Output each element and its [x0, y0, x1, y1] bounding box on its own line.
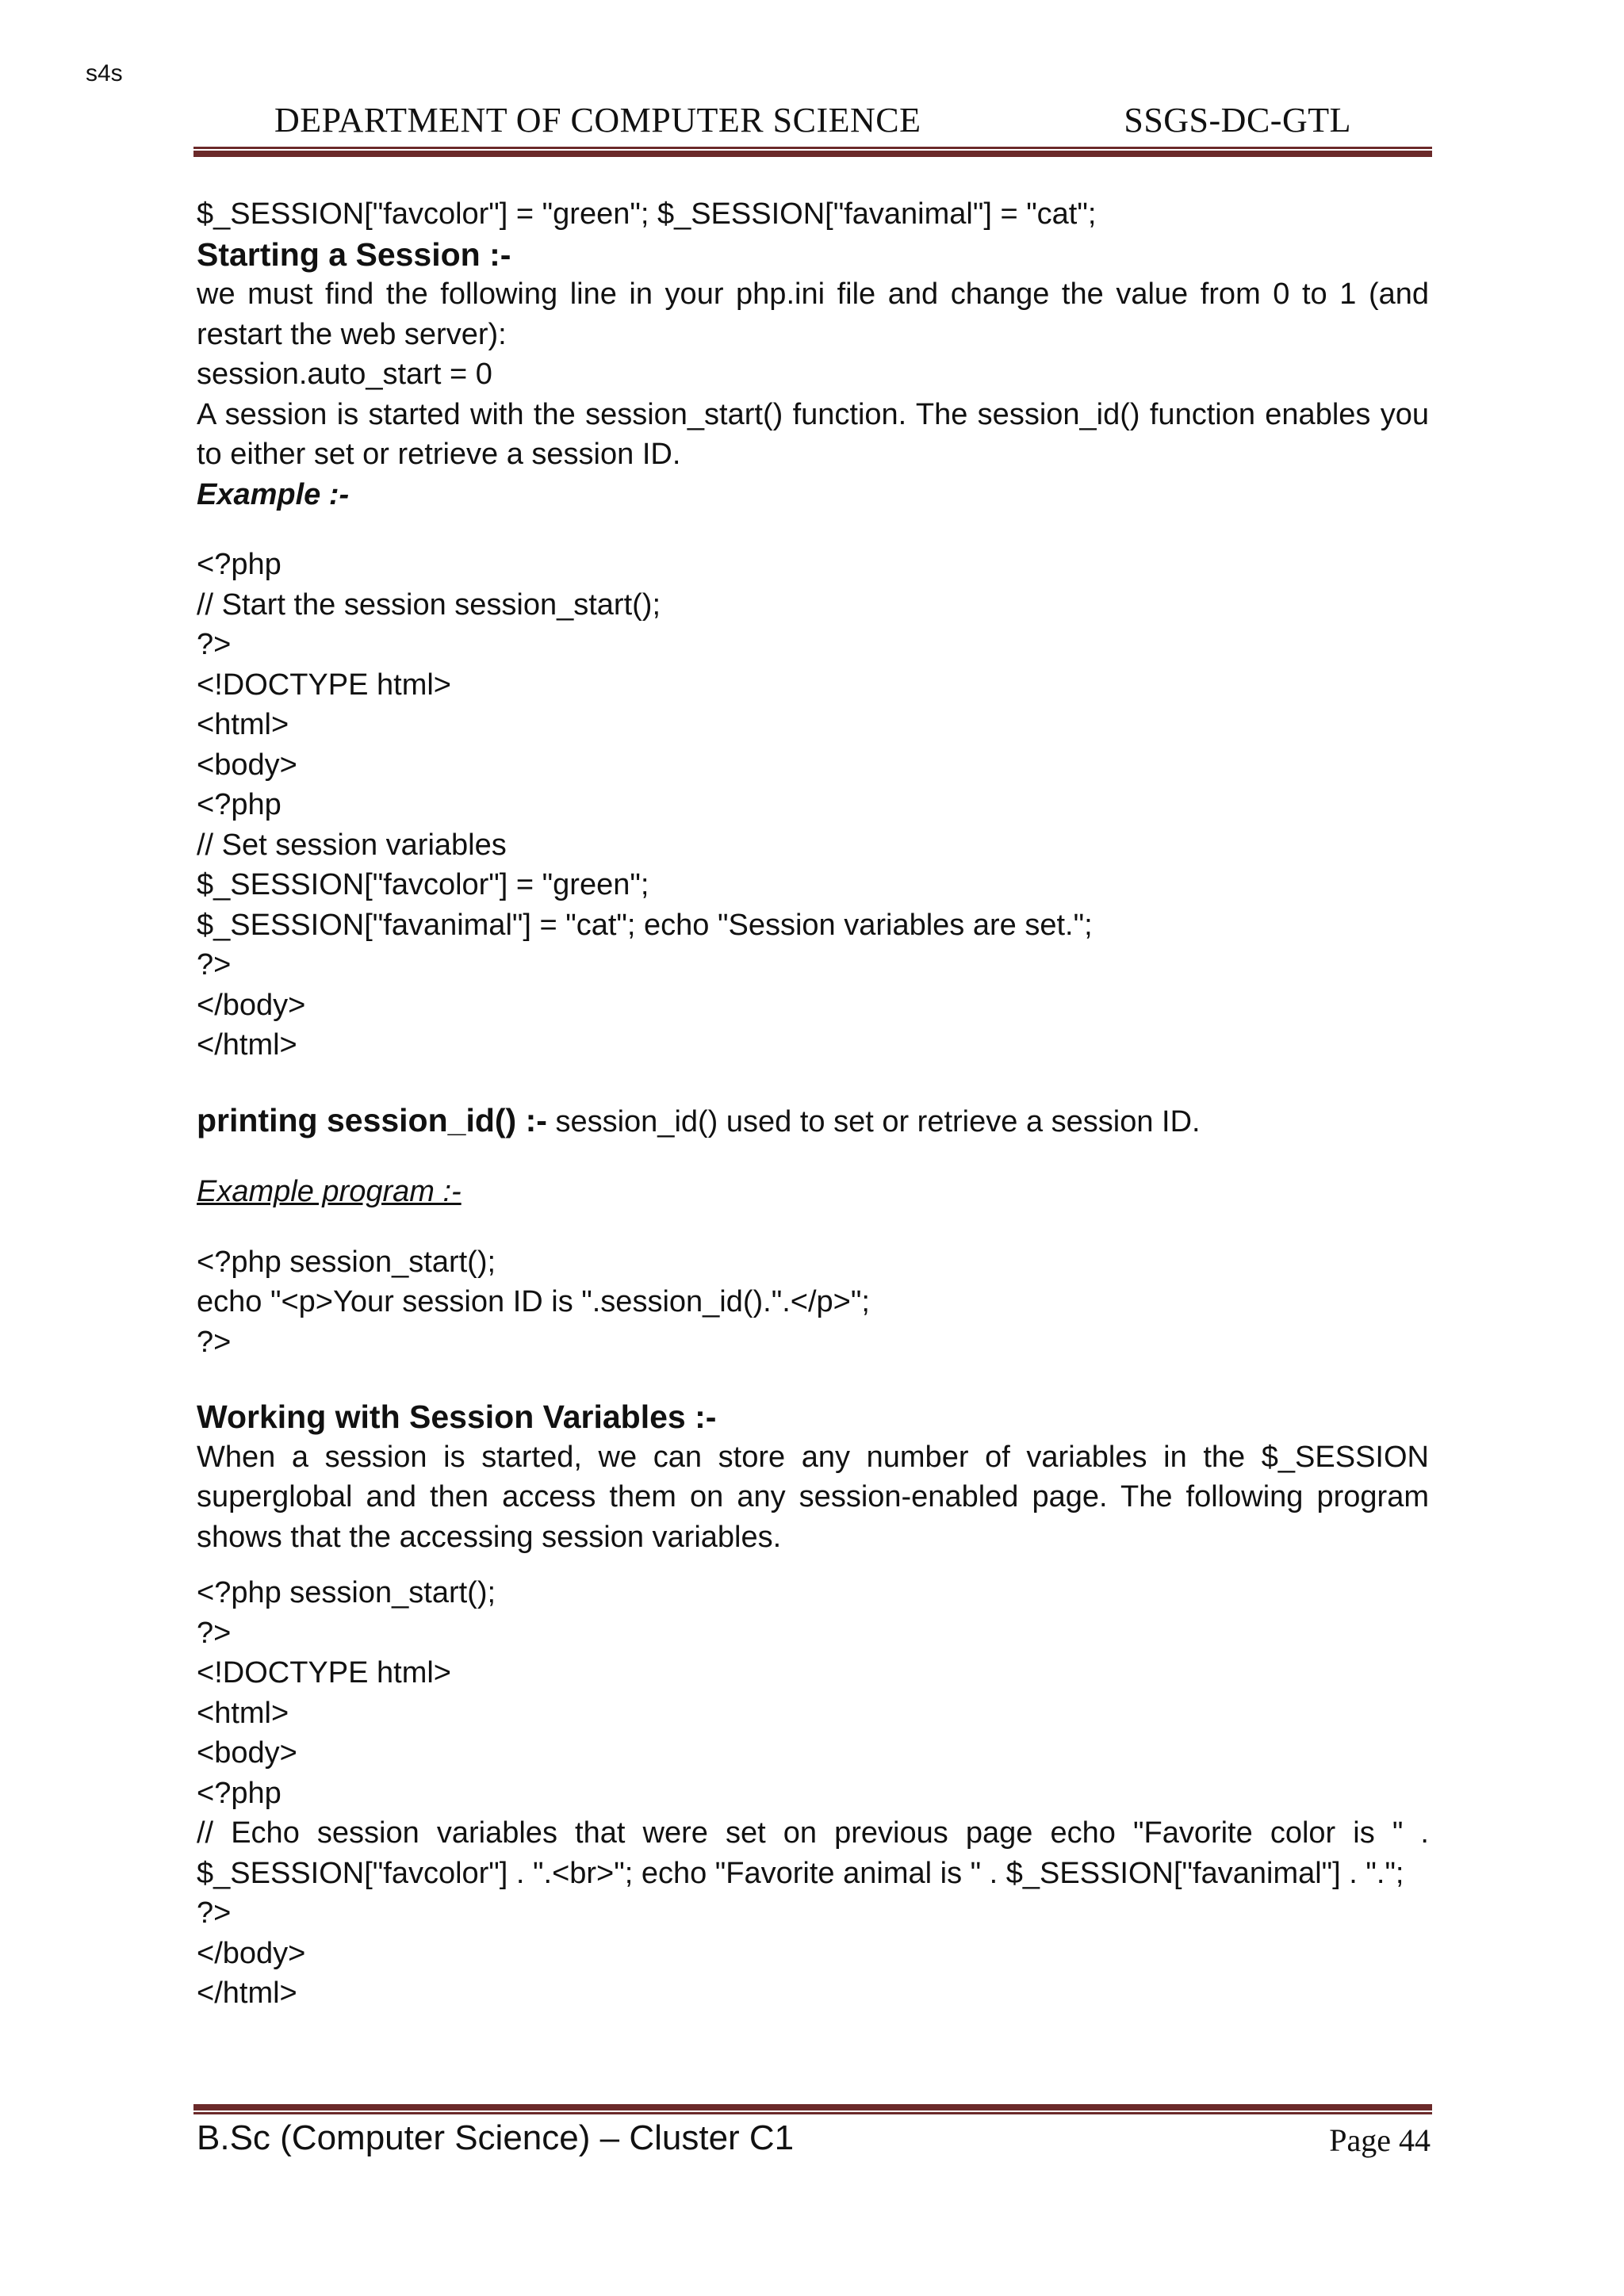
spacer	[197, 1142, 1429, 1172]
code-line: $_SESSION["favanimal"] = "cat"; echo "Session variables are set.";	[197, 908, 1093, 942]
corner-mark: s4s	[86, 60, 123, 86]
code-line: <html>	[197, 1696, 289, 1730]
example-label: Example :-	[197, 477, 350, 511]
code-block-session-id	[197, 1242, 1429, 1363]
code-line: </html>	[197, 1976, 297, 2010]
heading-starting-session: Starting a Session :-	[197, 235, 511, 273]
paragraph-session-variables: When a session is started, we can store any number of variables in the $_SESSION superglobal and then access them on any session-enabled page. The following program shows that the accessing session variables.	[197, 1440, 1429, 1554]
course-name: B.Sc (Computer Science) – Cluster C1	[197, 2118, 795, 2157]
code-line: ?>	[197, 1896, 232, 1930]
spacer	[197, 1212, 1429, 1242]
code-line: <body>	[197, 748, 297, 782]
code-line: ?>	[197, 1616, 232, 1650]
code-block-start-session	[197, 545, 1429, 1066]
printing-session-id-line	[197, 1100, 1429, 1142]
code-line: // Start the session session_start();	[197, 587, 661, 622]
code-line: $_SESSION["favcolor"] = "green";	[197, 868, 649, 901]
code-line: ?>	[197, 628, 232, 661]
code-line: ?>	[197, 1325, 232, 1359]
spacer	[197, 1362, 1429, 1397]
code-line: ?>	[197, 948, 232, 982]
printing-session-id-text: session_id() used to set or retrieve a session ID.	[546, 1104, 1201, 1138]
code-line: <!DOCTYPE html>	[197, 668, 451, 702]
code-line: <?php	[197, 548, 282, 581]
footer-rule-thin	[193, 2112, 1432, 2114]
page-number: Page 44	[1329, 2122, 1431, 2158]
code-line: // Set session variables	[197, 828, 507, 862]
page-content	[197, 194, 1429, 2014]
intro-code-line: $_SESSION["favcolor"] = "green"; $_SESSION["favanimal"] = "cat";	[197, 197, 1097, 231]
config-line: session.auto_start = 0	[197, 358, 492, 391]
code-line: <?php	[197, 1776, 282, 1810]
code-line: </body>	[197, 988, 306, 1022]
spacer	[197, 515, 1429, 545]
code-line: <?php session_start();	[197, 1245, 496, 1279]
code-echo-statement: // Echo session variables that were set on previous page echo "Favorite color is " . $_SESSION["favcolor"] . ".<br>"; echo "Favorite animal is " . $_SESSION["favanimal"] . ".";	[197, 1816, 1429, 1890]
code-line: </html>	[197, 1028, 297, 1062]
example-program-label: Example program :-	[197, 1175, 462, 1208]
college-code: SSGS-DC-GTL	[1124, 101, 1351, 140]
code-line: echo "<p>Your session ID is ".session_id().".</p>";	[197, 1285, 870, 1318]
code-line: <?php	[197, 788, 282, 821]
spacer	[197, 1066, 1429, 1100]
code-line: </body>	[197, 1936, 306, 1970]
heading-printing-session-id: printing session_id() :-	[197, 1101, 547, 1138]
code-line: <!DOCTYPE html>	[197, 1656, 451, 1689]
spacer	[197, 1557, 1429, 1573]
page-header	[193, 97, 1432, 147]
heading-working-session-variables: Working with Session Variables :-	[197, 1399, 717, 1435]
paragraph-session-start: A session is started with the session_start() function. The session_id() function enables you to either set or retrieve a session ID.	[197, 397, 1429, 471]
code-line: <?php session_start();	[197, 1576, 496, 1609]
header-rule-thick	[193, 151, 1432, 157]
code-line: <html>	[197, 708, 289, 741]
paragraph-php-ini: we must find the following line in your php.ini file and change the value from 0 to 1 (and restart the web server):	[197, 277, 1429, 351]
department-title: DEPARTMENT OF COMPUTER SCIENCE	[274, 101, 921, 140]
header-rule-thin	[193, 147, 1432, 149]
code-line: <body>	[197, 1736, 297, 1770]
footer-rule-thick	[193, 2104, 1432, 2110]
code-block-echo-variables	[197, 1573, 1429, 2014]
